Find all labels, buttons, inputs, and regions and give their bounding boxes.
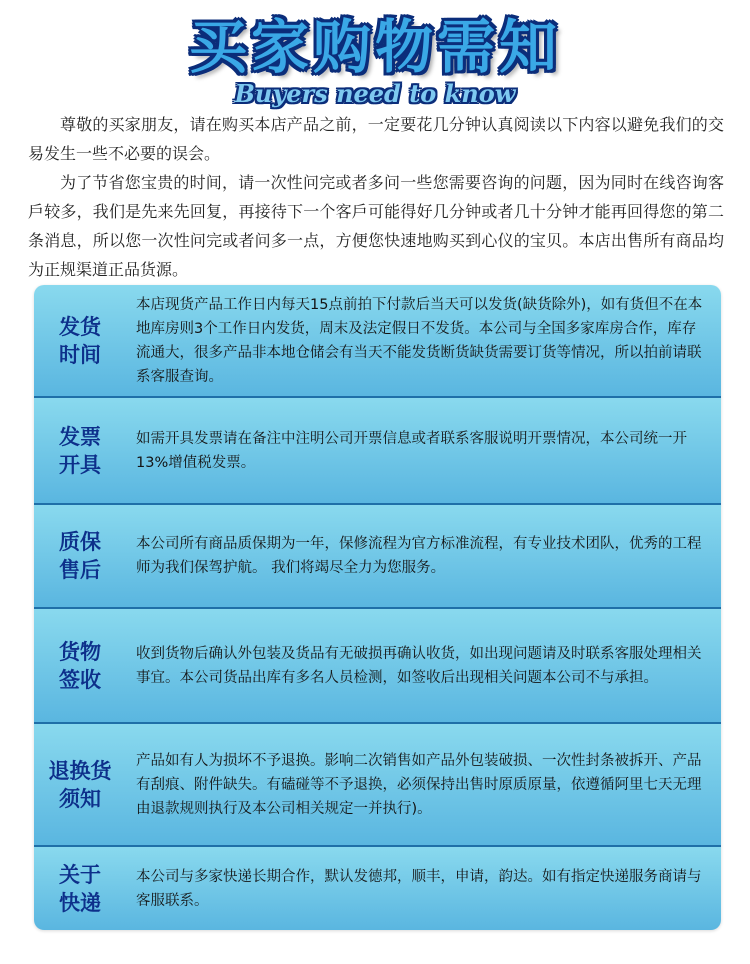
section-text-body: 产品如有人为损坏不予退换。影响二次销售如产品外包装破损、一次性封条被拆开、产品有刮痕、附件缺失。有磕碰等不予退换，必须保持出售时原质原量，依遵循阿里七天无理由退款规则执行及本公司相关规定一并执行)。 <box>136 752 702 817</box>
section-label-line-1: 发货 <box>59 314 101 339</box>
section-label <box>34 505 126 607</box>
section-label <box>34 398 126 503</box>
section-courier <box>34 847 721 930</box>
section-invoice <box>34 398 721 505</box>
page-title: 买家购物需知 <box>188 13 561 81</box>
section-text <box>136 285 705 396</box>
section-label-line-2: 须知 <box>59 786 101 811</box>
section-label-line-2: 快递 <box>59 890 101 915</box>
section-label-line-2: 开具 <box>59 452 101 477</box>
section-text <box>136 398 705 503</box>
section-label-line-2: 签收 <box>59 667 101 692</box>
section-text <box>136 505 705 607</box>
intro-text <box>28 110 724 284</box>
intro-paragraph-2: 为了节省您宝贵的时间，请一次性问完或者多问一些您需要咨询的问题，因为同时在线咨询客戶较多，我们是先来先回复，再接待下一个客戶可能得好几分钟或者几十分钟才能再回得您的第二条消息，所以您一次性问完或者问多一点，方便您快速地购买到心仪的宝贝。本店出售所有商品均为正规渠道正品货源。 <box>28 173 724 279</box>
section-label-line-1: 发票 <box>59 424 101 449</box>
section-warranty <box>34 505 721 609</box>
section-text <box>136 724 705 845</box>
section-label-line-1: 退换货 <box>48 758 112 783</box>
section-text <box>136 609 705 722</box>
section-shipping-time <box>34 285 721 398</box>
section-text <box>136 847 705 930</box>
section-label <box>34 609 126 722</box>
section-label-line-1: 质保 <box>59 530 101 554</box>
section-text-body: 收到货物后确认外包装及货品有无破损再确认收货，如出现问题请及时联系客服处理相关事宜。本公司货品出库有多名人员检测，如签收后出现相关问题本公司不与承担。 <box>136 645 702 686</box>
page-subtitle: Buyers need to know <box>234 79 516 108</box>
section-label <box>34 724 126 845</box>
section-text-body: 本公司与多家快递长期合作，默认发德邦，顺丰，申请，韵达。如有指定快递服务商请与客服联系。 <box>136 868 702 909</box>
section-text-body: 如需开具发票请在备注中注明公司开票信息或者联系客服说明开票情况，本公司统一开13%增值税发票。 <box>136 430 687 471</box>
section-receipt <box>34 609 721 724</box>
section-label-line-2: 时间 <box>59 342 101 367</box>
section-label <box>34 285 126 396</box>
notice-panel <box>34 285 721 930</box>
section-label-line-1: 关于 <box>59 862 101 887</box>
section-text-body: 本公司所有商品质保期为一年，保修流程为官方标准流程，有专业技术团队，优秀的工程师为我们保驾护航。 我们将竭尽全力为您服务。 <box>136 536 702 576</box>
intro-paragraph-1: 尊敬的买家朋友，请在购买本店产品之前，一定要花几分钟认真阅读以下内容以避免我们的交易发生一些不必要的误会。 <box>28 115 724 163</box>
section-label-line-1: 货物 <box>59 639 101 664</box>
section-label <box>34 847 126 930</box>
section-text-body: 本店现货产品工作日内每天15点前拍下付款后当天可以发货(缺货除外)，如有货但不在本地库房则3个工作日内发货，周末及法定假日不发货。本公司与全国多家库房合作，库存流通大，很多产品非本地仓储会有当天不能发货断货缺货需要订货等情况，所以拍前请联系客服查询。 <box>136 296 703 385</box>
section-returns <box>34 724 721 847</box>
section-label-line-2: 售后 <box>59 558 101 582</box>
